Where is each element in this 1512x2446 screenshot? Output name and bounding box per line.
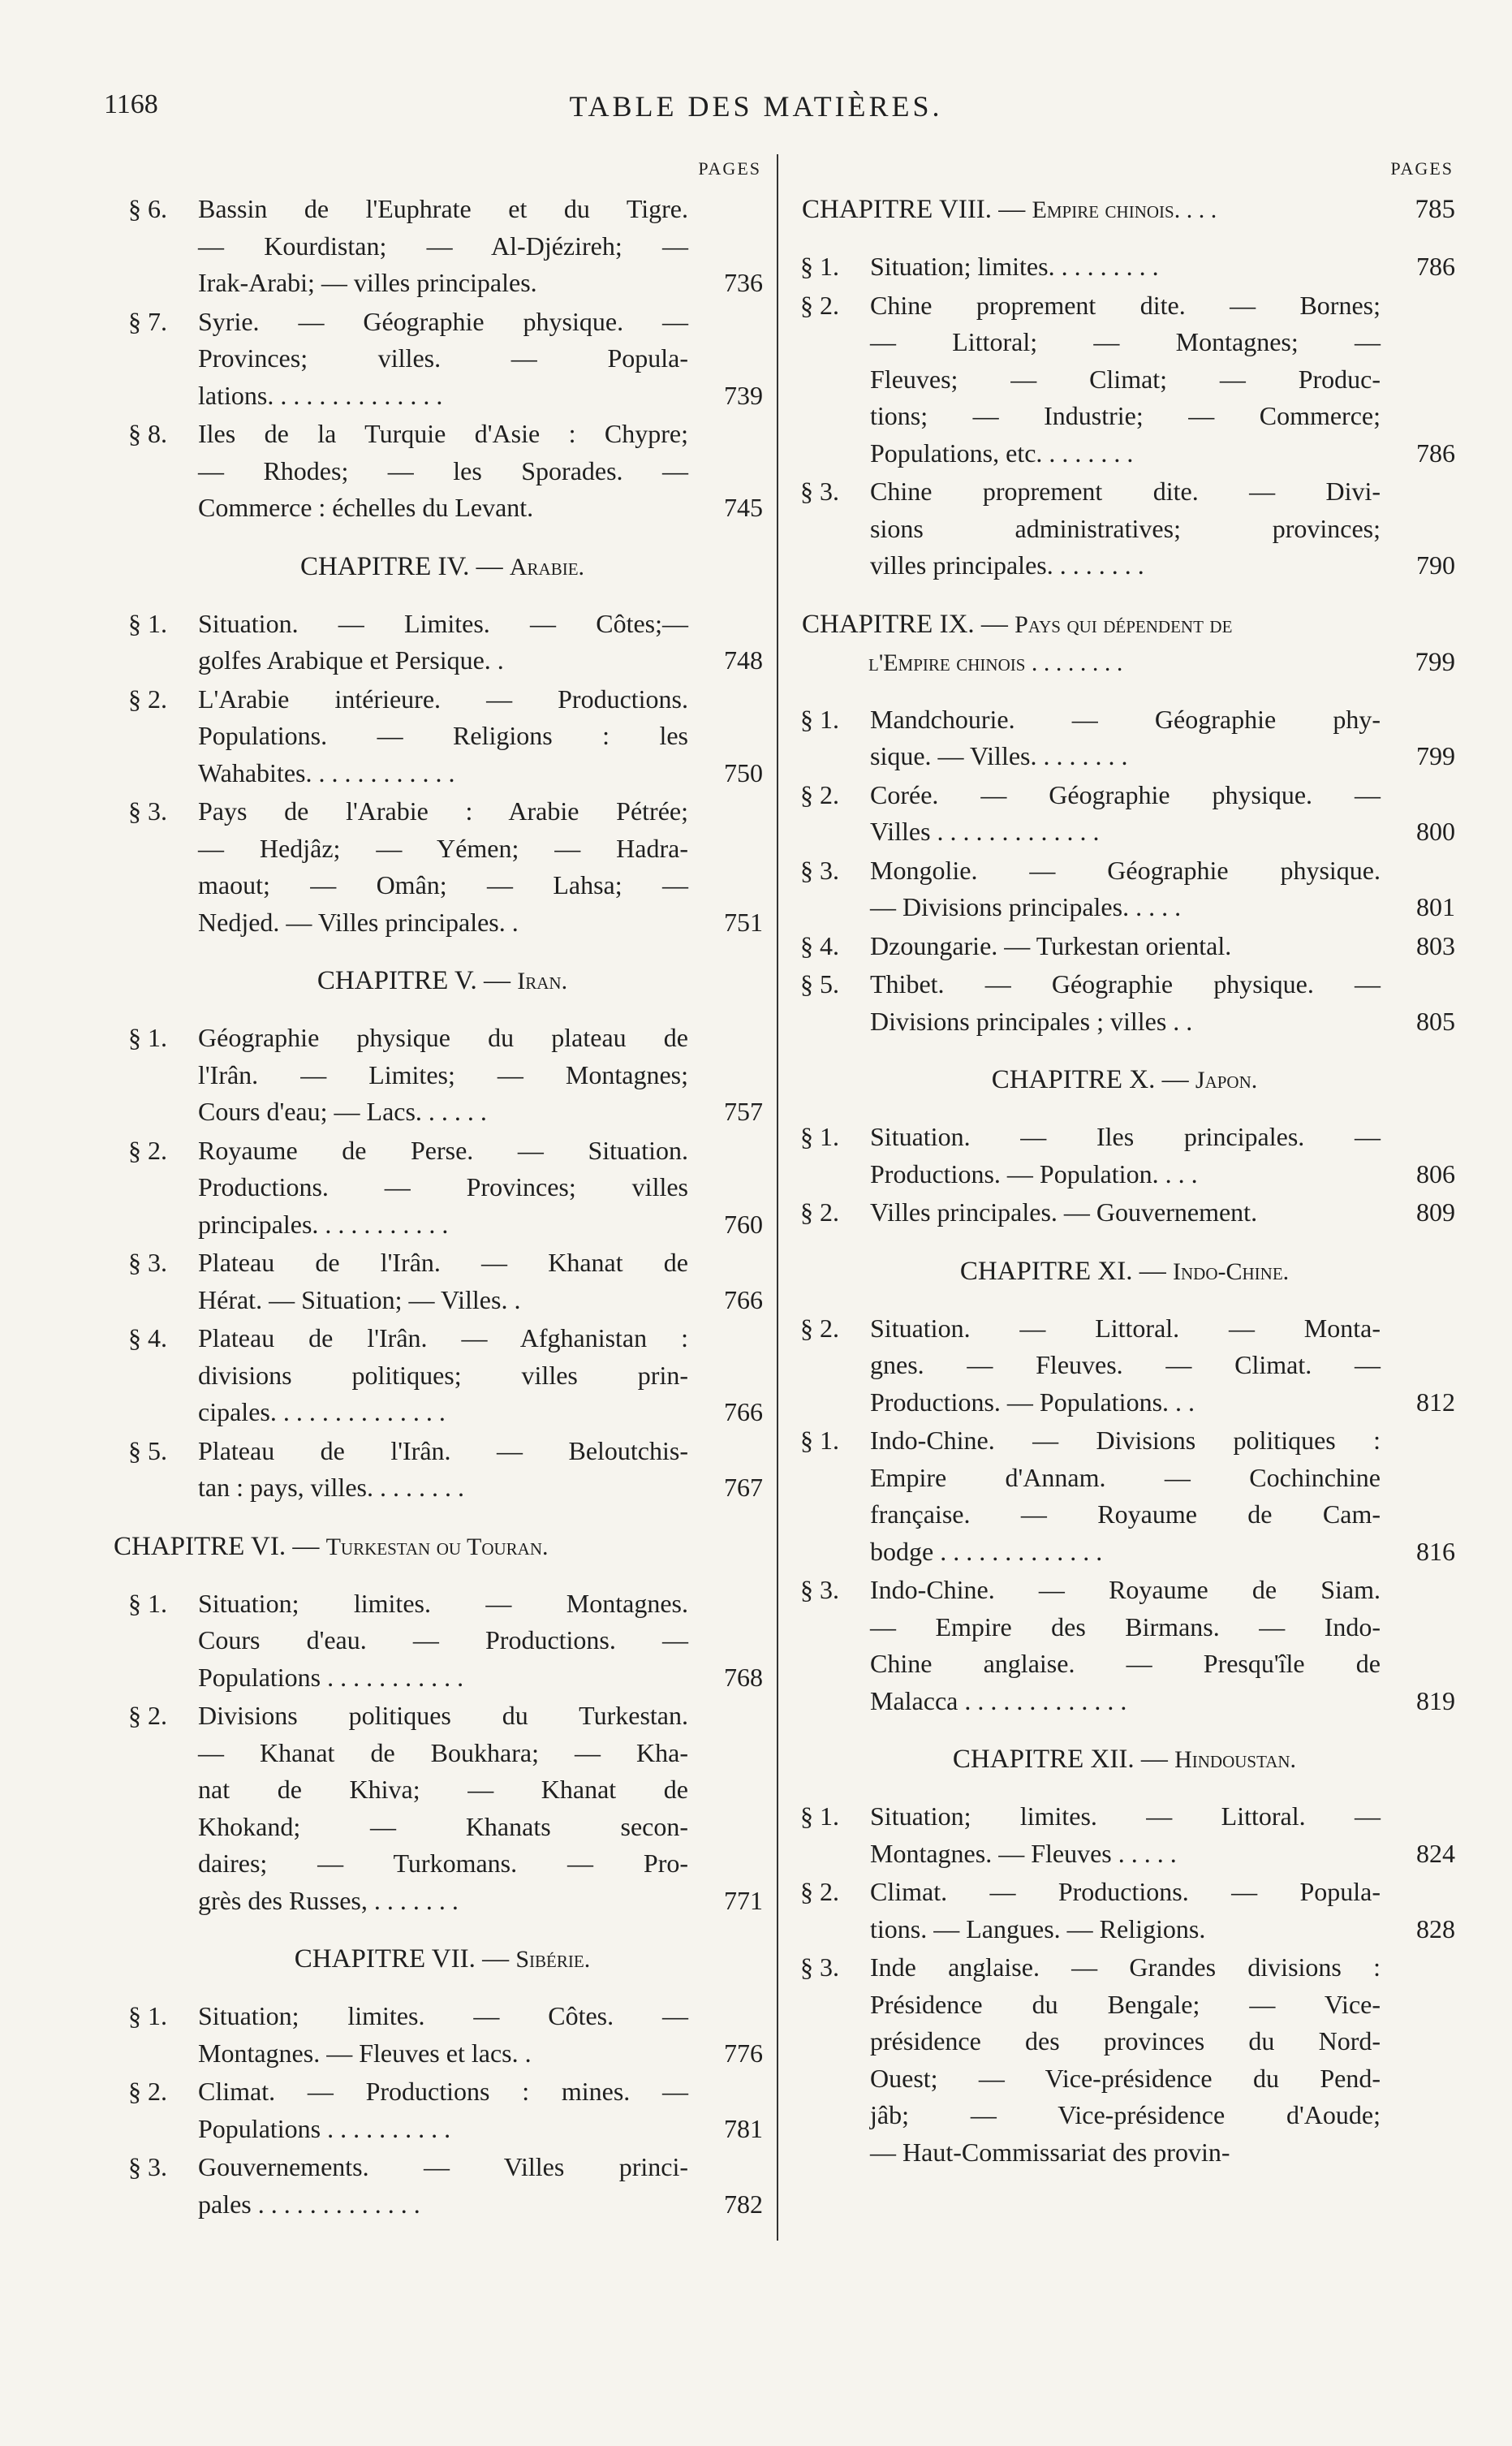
- chapter-subject: Pays qui dépendent de: [1014, 610, 1233, 638]
- toc-entry: [794, 1422, 1455, 1570]
- section-number: § 4.: [128, 1323, 167, 1352]
- right-column: [794, 158, 1455, 2172]
- section-number: § 2.: [800, 779, 839, 809]
- page-reference: 816: [1416, 1536, 1455, 1566]
- entry-text-line: Villes . . . . . . . . . . . . .: [870, 817, 1100, 846]
- page-number: 1168: [104, 89, 158, 119]
- chapter-label: CHAPITRE V. —: [317, 966, 510, 995]
- entry-text-line: Provinces; villes. — Popula-: [198, 343, 688, 373]
- toc-entry: [794, 852, 1455, 926]
- column-divider: [777, 154, 778, 2241]
- chapter-heading: [114, 1528, 763, 1566]
- entry-text-line: présidence des provinces du Nord-: [870, 2026, 1381, 2056]
- entry-text-line: daires; — Turkomans. — Pro-: [198, 1849, 688, 1878]
- page-reference: 785: [1415, 195, 1455, 224]
- toc-entry: [122, 2149, 763, 2223]
- page-reference: 739: [724, 380, 763, 410]
- chapter-label: CHAPITRE VIII. —: [802, 195, 1026, 224]
- entry-text-line: Ouest; — Vice-présidence du Pend-: [870, 2063, 1381, 2093]
- page-reference: 766: [724, 1284, 763, 1314]
- section-number: § 2.: [128, 684, 167, 714]
- entry-text-line: Montagnes. — Fleuves et lacs. .: [198, 2038, 532, 2068]
- entry-text-line: — Hedjâz; — Yémen; — Hadra-: [198, 833, 688, 863]
- section-number: § 1.: [800, 252, 839, 281]
- entry-text-line: Iles de la Turquie d'Asie : Chypre;: [198, 419, 688, 448]
- page-reference: 812: [1416, 1387, 1455, 1417]
- section-number: § 1.: [800, 1801, 839, 1831]
- entry-text-line: — Divisions principales. . . . .: [870, 892, 1182, 921]
- page-reference: 751: [724, 907, 763, 937]
- entry-text-line: divisions politiques; villes prin-: [198, 1360, 688, 1390]
- toc-entry: [122, 681, 763, 792]
- entry-text-line: — Kourdistan; — Al-Djézireh; —: [198, 231, 688, 261]
- chapter-heading: [122, 548, 763, 586]
- entry-text-line: sique. — Villes. . . . . . . .: [870, 741, 1128, 770]
- section-number: § 4.: [800, 930, 839, 960]
- page-reference: 806: [1416, 1158, 1455, 1188]
- entry-text-line: Empire d'Annam. — Cochinchine: [870, 1462, 1381, 1492]
- entry-text-line: — Empire des Birmans. — Indo-: [870, 1611, 1381, 1641]
- chapter-heading-line: [802, 606, 1455, 644]
- toc-entry: [122, 416, 763, 527]
- page-reference: 782: [724, 2189, 763, 2219]
- page-reference: 799: [1416, 741, 1455, 770]
- section-number: § 8.: [128, 419, 167, 448]
- chapter-heading: [794, 191, 1455, 229]
- toc-entry: [122, 191, 763, 302]
- toc-entry: [794, 1194, 1455, 1232]
- section-number: § 2.: [800, 290, 839, 320]
- entry-text-line: Situation. — Littoral. — Monta-: [870, 1313, 1381, 1343]
- entry-text-line: Thibet. — Géographie physique. —: [870, 969, 1381, 999]
- toc-entry: [122, 1433, 763, 1507]
- page-reference: 799: [1415, 647, 1455, 677]
- entry-text-line: Situation; limites. — Montagnes.: [198, 1588, 688, 1618]
- entry-text-line: Climat. — Productions. — Popula-: [870, 1877, 1381, 1906]
- page-reference: 809: [1416, 1197, 1455, 1227]
- entry-text-line: — Littoral; — Montagnes; —: [870, 327, 1381, 356]
- entry-text-line: Chine proprement dite. — Divi-: [870, 477, 1381, 506]
- entry-text-line: — Rhodes; — les Sporades. —: [198, 455, 688, 485]
- entry-text-line: — Haut-Commissariat des provin-: [870, 2137, 1230, 2167]
- page-reference: 824: [1416, 1838, 1455, 1868]
- pages-label: PAGES: [698, 158, 761, 179]
- page-reference: 805: [1416, 1006, 1455, 1036]
- chapter-subject: Hindoustan.: [1174, 1746, 1297, 1773]
- entry-text-line: Climat. — Productions : mines. —: [198, 2077, 688, 2106]
- entry-text-line: Populations. — Religions : les: [198, 721, 688, 750]
- section-number: § 3.: [128, 796, 167, 826]
- entry-text-line: Cours d'eau. — Productions. —: [198, 1625, 688, 1654]
- entry-text-line: Hérat. — Situation; — Villes. .: [198, 1284, 521, 1314]
- section-number: § 3.: [800, 1575, 839, 1604]
- entry-text-line: Productions. — Population. . . .: [870, 1158, 1198, 1188]
- chapter-heading: [122, 1940, 763, 1978]
- section-number: § 7.: [128, 306, 167, 336]
- entry-text-line: Indo-Chine. — Divisions politiques :: [870, 1426, 1381, 1455]
- entry-text-line: tions. — Langues. — Religions.: [870, 1913, 1206, 1943]
- chapter-heading-line: [802, 644, 1455, 682]
- section-number: § 3.: [800, 1952, 839, 1982]
- page-reference: 766: [724, 1397, 763, 1426]
- section-number: § 5.: [800, 969, 839, 999]
- chapter-heading: [794, 1741, 1455, 1779]
- entry-text-line: Cours d'eau; — Lacs. . . . . .: [198, 1097, 487, 1126]
- entry-text-line: cipales. . . . . . . . . . . . . .: [198, 1397, 446, 1426]
- toc-entry: [794, 928, 1455, 965]
- section-number: § 1.: [128, 2001, 167, 2030]
- entry-text-line: Situation; limites. . . . . . . . .: [870, 252, 1159, 281]
- chapter-subject: Sibérie.: [515, 1946, 591, 1973]
- page-reference: 750: [724, 757, 763, 787]
- page-reference: 767: [724, 1473, 763, 1502]
- entry-text-line: Plateau de l'Irân. — Afghanistan :: [198, 1323, 688, 1352]
- page-reference: 760: [724, 1209, 763, 1239]
- entry-text-line: Plateau de l'Irân. — Beloutchis-: [198, 1435, 688, 1465]
- page-reference: 790: [1416, 550, 1455, 580]
- section-number: § 2.: [800, 1197, 839, 1227]
- toc-entry: [794, 473, 1455, 585]
- entry-text-line: Situation; limites. — Côtes. —: [198, 2001, 688, 2030]
- chapter-subject: Turkestan ou Touran.: [325, 1533, 549, 1560]
- section-number: § 3.: [128, 1248, 167, 1277]
- entry-text-line: Populations . . . . . . . . . . .: [198, 1662, 464, 1692]
- entry-text-line: Dzoungarie. — Turkestan oriental.: [870, 930, 1232, 960]
- entry-text-line: Productions. — Populations. . .: [870, 1387, 1195, 1417]
- section-number: § 1.: [128, 608, 167, 638]
- entry-text-line: bodge . . . . . . . . . . . . .: [870, 1536, 1103, 1566]
- toc-entry: [122, 1698, 763, 1919]
- entry-text-line: lations. . . . . . . . . . . . . .: [198, 380, 443, 410]
- entry-text-line: Inde anglaise. — Grandes divisions :: [870, 1952, 1381, 1982]
- toc-entry: [794, 248, 1455, 286]
- entry-text-line: Pays de l'Arabie : Arabie Pétrée;: [198, 796, 688, 826]
- toc-entry: [122, 606, 763, 679]
- toc-entry: [122, 1585, 763, 1697]
- entry-text-line: Gouvernements. — Villes princi-: [198, 2152, 688, 2181]
- entry-text-line: villes principales. . . . . . . .: [870, 550, 1144, 580]
- entry-text-line: Situation. — Limites. — Côtes;—: [198, 608, 688, 638]
- entry-text-line: Malacca . . . . . . . . . . . . .: [870, 1685, 1127, 1715]
- section-number: § 3.: [800, 477, 839, 506]
- left-column: [114, 158, 763, 2224]
- entry-text-line: Mongolie. — Géographie physique.: [870, 855, 1381, 885]
- entry-text-line: grès des Russes, . . . . . . .: [198, 1885, 459, 1915]
- entry-text-line: Commerce : échelles du Levant.: [198, 493, 534, 522]
- section-number: § 1.: [800, 1426, 839, 1455]
- chapter-subject-continued: l'Empire chinois . . . . . . . .: [868, 649, 1123, 676]
- page-header: [0, 89, 1512, 138]
- chapter-subject: Japon.: [1195, 1067, 1258, 1094]
- section-number: § 2.: [800, 1877, 839, 1906]
- entry-text-line: tions; — Industrie; — Commerce;: [870, 401, 1381, 430]
- entry-text-line: Situation. — Iles principales. —: [870, 1122, 1381, 1151]
- entry-text-line: Géographie physique du plateau de: [198, 1023, 688, 1052]
- entry-text-line: nat de Khiva; — Khanat de: [198, 1775, 688, 1804]
- section-number: § 6.: [128, 194, 167, 223]
- section-number: § 3.: [128, 2152, 167, 2181]
- page-reference: 768: [724, 1662, 763, 1692]
- entry-text-line: Khokand; — Khanats secon-: [198, 1811, 688, 1841]
- entry-text-line: Irak-Arabi; — villes principales.: [198, 268, 537, 297]
- page-reference: 803: [1416, 930, 1455, 960]
- entry-text-line: l'Irân. — Limites; — Montagnes;: [198, 1059, 688, 1089]
- entry-text-line: gnes. — Fleuves. — Climat. —: [870, 1350, 1381, 1379]
- chapter-subject: Arabie.: [509, 553, 585, 580]
- chapter-subject: Empire chinois. . . .: [1032, 196, 1217, 223]
- entry-text-line: Présidence du Bengale; — Vice-: [870, 1989, 1381, 2019]
- page-reference: 828: [1416, 1913, 1455, 1943]
- toc-entry: [122, 2073, 763, 2147]
- entry-text-line: principales. . . . . . . . . . .: [198, 1209, 449, 1239]
- section-number: § 2.: [800, 1313, 839, 1343]
- page-reference: 786: [1416, 252, 1455, 281]
- entry-text-line: Divisions politiques du Turkestan.: [198, 1701, 688, 1730]
- entry-text-line: Divisions principales ; villes . .: [870, 1006, 1193, 1036]
- page-reference: 745: [724, 493, 763, 522]
- chapter-label: CHAPITRE XII. —: [952, 1745, 1168, 1774]
- entry-text-line: Chine proprement dite. — Bornes;: [870, 290, 1381, 320]
- entry-text-line: Montagnes. — Fleuves . . . . .: [870, 1838, 1177, 1868]
- section-number: § 5.: [128, 1435, 167, 1465]
- entry-text-line: tan : pays, villes. . . . . . . .: [198, 1473, 464, 1502]
- entry-text-line: Populations, etc. . . . . . . .: [870, 438, 1134, 468]
- toc-entry: [122, 1245, 763, 1318]
- toc-entry: [794, 1798, 1455, 1872]
- entry-text-line: française. — Royaume de Cam-: [870, 1499, 1381, 1529]
- chapter-label: CHAPITRE X. —: [991, 1065, 1189, 1094]
- section-number: § 2.: [128, 1701, 167, 1730]
- page-reference: 800: [1416, 817, 1455, 846]
- section-number: § 2.: [128, 1135, 167, 1165]
- page-reference: 736: [724, 268, 763, 297]
- entry-text-line: Corée. — Géographie physique. —: [870, 779, 1381, 809]
- toc-entry: [794, 1119, 1455, 1193]
- toc-entry: [794, 1310, 1455, 1421]
- toc-entry: [794, 701, 1455, 775]
- chapter-label: CHAPITRE IV. —: [299, 551, 503, 581]
- entry-text-line: — Khanat de Boukhara; — Kha-: [198, 1737, 688, 1767]
- chapter-heading: [794, 1253, 1455, 1291]
- toc-entry: [794, 1874, 1455, 1948]
- toc-entry: [794, 966, 1455, 1040]
- toc-entry: [794, 287, 1455, 472]
- entry-text-line: Nedjed. — Villes principales. .: [198, 907, 519, 937]
- entry-text-line: Wahabites. . . . . . . . . . . .: [198, 757, 455, 787]
- toc-entry: [122, 1020, 763, 1131]
- running-title: TABLE DES MATIÈRES.: [569, 90, 943, 123]
- entry-text-line: pales . . . . . . . . . . . . .: [198, 2189, 420, 2219]
- entry-text-line: Mandchourie. — Géographie phy-: [870, 704, 1381, 734]
- entry-text-line: jâb; — Vice-présidence d'Aoude;: [870, 2100, 1381, 2129]
- entry-text-line: Productions. — Provinces; villes: [198, 1172, 688, 1201]
- entry-text-line: Situation; limites. — Littoral. —: [870, 1801, 1381, 1831]
- chapter-subject: Indo-Chine.: [1173, 1258, 1290, 1285]
- page-reference: 819: [1416, 1685, 1455, 1715]
- toc-entry: [122, 304, 763, 415]
- entry-text-line: sions administratives; provinces;: [870, 513, 1381, 543]
- chapter-label: CHAPITRE VI. —: [114, 1531, 320, 1561]
- toc-entry: [794, 777, 1455, 851]
- section-number: § 1.: [128, 1023, 167, 1052]
- chapter-heading: [122, 962, 763, 1000]
- entry-text-line: Bassin de l'Euphrate et du Tigre.: [198, 194, 688, 223]
- entry-text-line: Populations . . . . . . . . . .: [198, 2113, 451, 2143]
- section-number: § 3.: [800, 855, 839, 885]
- entry-text-line: maout; — Omân; — Lahsa; —: [198, 870, 688, 899]
- page-reference: 786: [1416, 438, 1455, 468]
- toc-entry: [122, 1320, 763, 1431]
- section-number: § 2.: [128, 2077, 167, 2106]
- page-reference: 771: [724, 1885, 763, 1915]
- entry-text-line: L'Arabie intérieure. — Productions.: [198, 684, 688, 714]
- page-reference: 748: [724, 645, 763, 675]
- chapter-heading: [794, 1061, 1455, 1099]
- entry-text-line: Fleuves; — Climat; — Produc-: [870, 364, 1381, 394]
- chapter-subject: Iran.: [517, 968, 568, 994]
- entry-text-line: golfes Arabique et Persique. .: [198, 645, 504, 675]
- section-number: § 1.: [800, 704, 839, 734]
- chapter-heading: [794, 606, 1455, 682]
- toc-entry: [122, 1132, 763, 1244]
- toc-entry: [122, 1998, 763, 2072]
- entry-text-line: Syrie. — Géographie physique. —: [198, 306, 688, 336]
- page-reference: 757: [724, 1097, 763, 1126]
- page-reference: 781: [724, 2113, 763, 2143]
- chapter-label: CHAPITRE IX. —: [802, 609, 1008, 639]
- chapter-label: CHAPITRE VII. —: [294, 1944, 510, 1974]
- entry-text-line: Royaume de Perse. — Situation.: [198, 1135, 688, 1165]
- chapter-label: CHAPITRE XI. —: [959, 1256, 1166, 1286]
- toc-entry: [794, 1572, 1455, 1719]
- entry-text-line: Chine anglaise. — Presqu'île de: [870, 1649, 1381, 1678]
- toc-entry: [794, 1949, 1455, 2171]
- entry-text-line: Plateau de l'Irân. — Khanat de: [198, 1248, 688, 1277]
- entry-text-line: Indo-Chine. — Royaume de Siam.: [870, 1575, 1381, 1604]
- page-reference: 801: [1416, 892, 1455, 921]
- pages-label: PAGES: [1390, 158, 1454, 179]
- section-number: § 1.: [128, 1588, 167, 1618]
- page-reference: 776: [724, 2038, 763, 2068]
- section-number: § 1.: [800, 1122, 839, 1151]
- entry-text-line: Villes principales. — Gouvernement.: [870, 1197, 1258, 1227]
- toc-entry: [122, 793, 763, 941]
